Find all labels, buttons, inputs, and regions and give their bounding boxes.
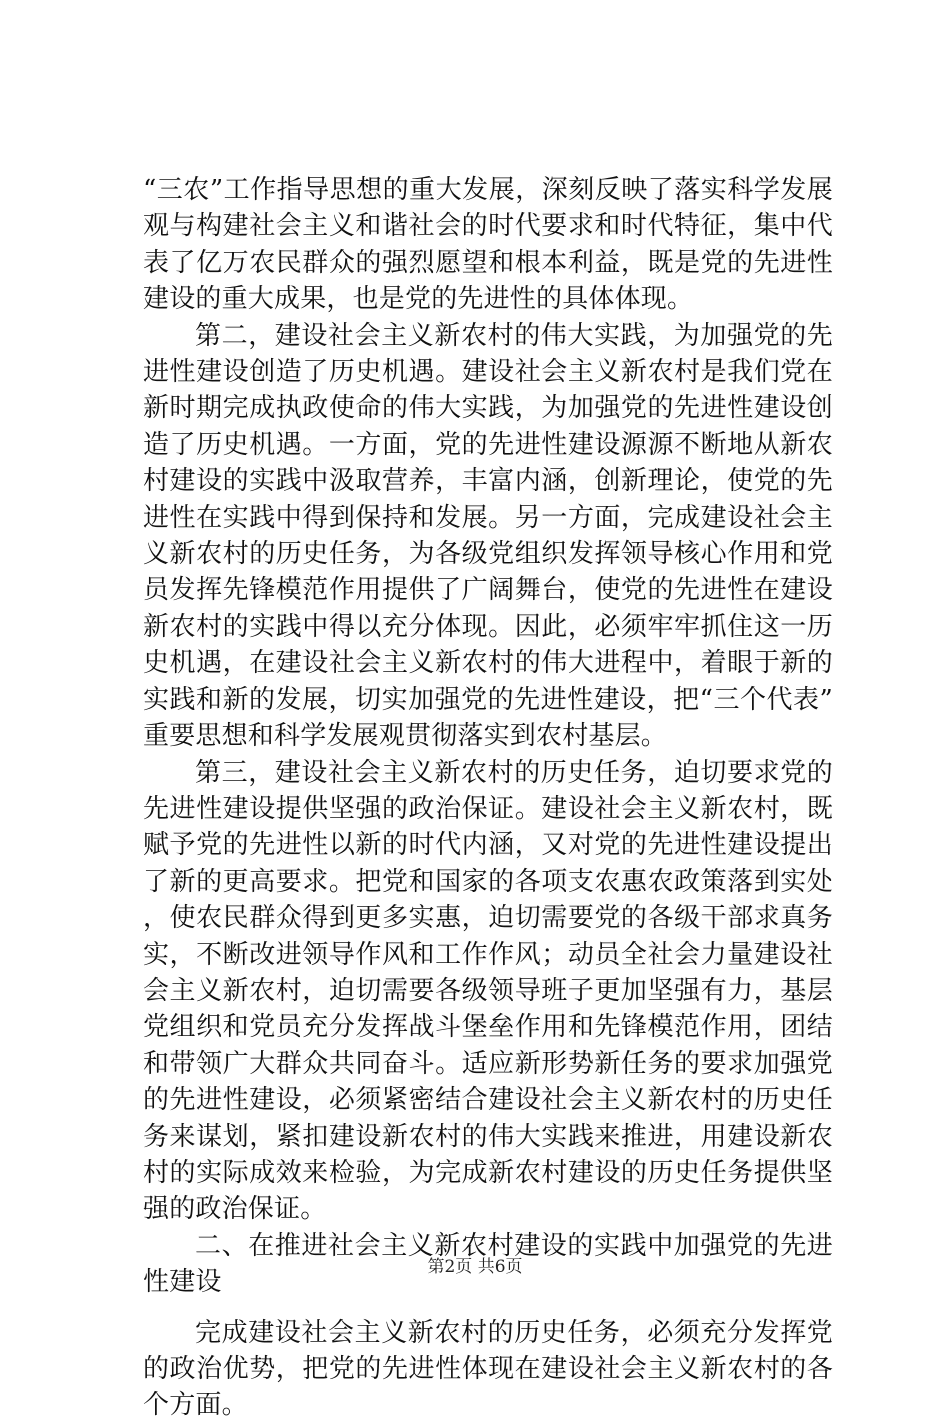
document-body [143,172,833,1424]
paragraph-third-point: 第三，建设社会主义新农村的历史任务，迫切要求党的先进性建设提供坚强的政治保证。建设社会主义新农村，既赋予党的先进性以新的时代内涵，又对党的先进性建设提出了新的更高要求。把党和国家的各项支农惠农政策落到实处，使农民群众得到更多实惠，迫切需要党的各级干部求真务实，不断改进领导作风和工作作风；动员全社会力量建设社会主义新农村，迫切需要各级领导班子更加坚强有力，基层党组织和党员充分发挥战斗堡垒作用和先锋模范作用，团结和带领广大群众共同奋斗。适应新形势新任务的要求加强党的先进性建设，必须紧密结合建设社会主义新农村的历史任务来谋划，紧扣建设新农村的伟大实践来推进，用建设新农村的实际成效来检验，为完成新农村建设的历史任务提供坚强的政治保证。 [143,757,833,1225]
paragraph-section-intro: 完成建设社会主义新农村的历史任务，必须充分发挥党的政治优势，把党的先进性体现在建设社会主义新农村的各个方面。 [143,1317,833,1421]
paragraph-continuation: “三农”工作指导思想的重大发展，深刻反映了落实科学发展观与构建社会主义和谐社会的时代要求和时代特征，集中代表了亿万农民群众的强烈愿望和根本利益，既是党的先进性建设的重大成果，也是党的先进性的具体体现。 [143,175,833,315]
paragraph-second-point: 第二，建设社会主义新农村的伟大实践，为加强党的先进性建设创造了历史机遇。建设社会主义新农村是我们党在新时期完成执政使命的伟大实践，为加强党的先进性建设创造了历史机遇。一方面，党的先进性建设源源不断地从新农村建设的实践中汲取营养，丰富内涵，创新理论，使党的先进性在实践中得到保持和发展。另一方面，完成建设社会主义新农村的历史任务，为各级党组织发挥领导核心作用和党员发挥先锋模范作用提供了广阔舞台，使党的先进性在建设新农村的实践中得以充分体现。因此，必须牢牢抓住这一历史机遇，在建设社会主义新农村的伟大进程中，着眼于新的实践和新的发展，切实加强党的先进性建设，把“三个代表”重要思想和科学发展观贯彻落实到农村基层。 [143,320,833,752]
page-number-footer: 第2页 共6页 [427,1257,523,1277]
section-heading: 二、在推进社会主义新农村建设的实践中加强党的先进性建设 [143,1230,833,1298]
